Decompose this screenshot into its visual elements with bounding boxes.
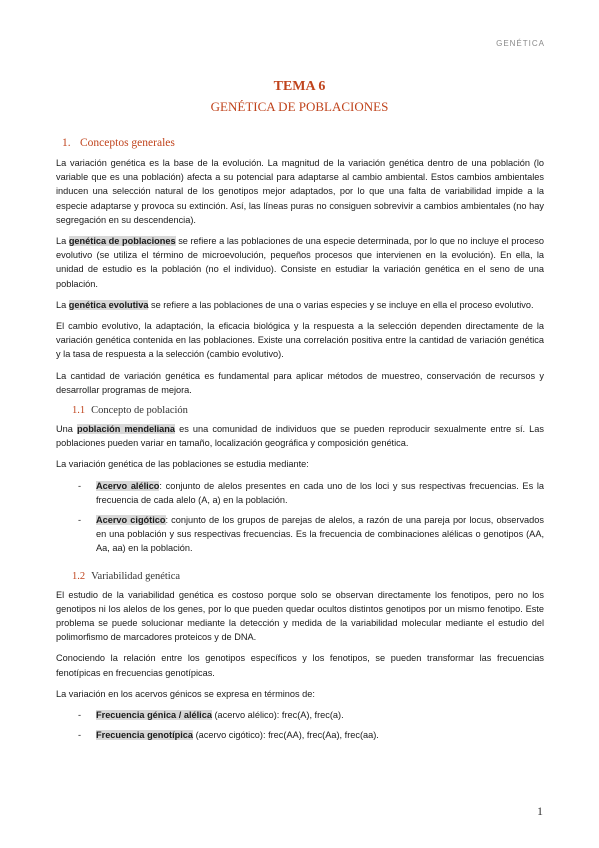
paragraph: La cantidad de variación genética es fundamental para aplicar métodos de muestreo, conservación de recursos y desarrollar programas de mejora.	[56, 370, 544, 395]
document-body	[56, 136, 544, 749]
subsection-title: Variabilidad genética	[91, 570, 181, 582]
chapter-subtitle: GENÉTICA DE POBLACIONES	[210, 99, 389, 114]
list-item: - Frecuencia génica / alélica (acervo alélico): frec(A), frec(a).	[78, 710, 344, 721]
paragraph: La genética evolutiva se refiere a las poblaciones de una o varias especies y se incluye en ella el proceso evolutivo.	[56, 299, 534, 310]
section-number: 1.	[62, 137, 71, 149]
highlighted-term: Frecuencia genotípica	[96, 730, 194, 741]
subsection-heading	[72, 404, 544, 418]
paragraph: El cambio evolutivo, la adaptación, la eficacia biológica y la respuesta a la selección dependen directamente de la variación genética contenida en las poblaciones. Existe una correlación positiva entre la cantidad de variación genética y la tasa de respuesta a la selección (cambio evolutivo).	[56, 321, 544, 360]
page-number: 1	[537, 804, 543, 818]
running-header: GENÉTICA	[496, 39, 545, 48]
bullet-list	[56, 708, 544, 742]
bullet-list	[56, 479, 544, 556]
highlighted-term: Frecuencia génica / alélica	[96, 710, 212, 721]
highlighted-term: genética de poblaciones	[68, 236, 176, 247]
paragraph: La variación genética de las poblaciones se estudia mediante:	[56, 459, 309, 470]
chapter-title: TEMA 6	[273, 79, 326, 94]
highlighted-term: Acervo alélico	[96, 480, 160, 491]
paragraph: La variación en los acervos génicos se expresa en términos de:	[56, 688, 315, 699]
paragraph: La variación genética es la base de la evolución. La magnitud de la variación genética dentro de una población (lo variable que es una población) afecta a su potencial para adaptarse al cambio ambiental. Estos cambios ambientales inducen una selección natural de los genotipos mejor adaptados, por lo que una falta de variabilidad impide a la especie adaptarse y provoca su extinción. Así, las líneas puras no consiguen sobrevivir a cambios ambientales (no hay segregación en su descendencia).	[56, 158, 544, 225]
list-item: - Acervo cigótico: conjunto de los grupos de parejas de alelos, a razón de una pareja por locus, observados en una población y sus respectivas frecuencias. Es la frecuencia de combinaciones alélicas o genotipos (AA, Aa, aa) en la población.	[78, 515, 544, 554]
subsection-number: 1.1	[72, 405, 86, 417]
highlighted-term: genética evolutiva	[68, 299, 149, 310]
list-item: - Acervo alélico: conjunto de alelos presentes en cada uno de los loci y sus respectivas frecuencias. Es la frecuencia de cada alelo (A, a) en la población.	[78, 480, 544, 505]
list-item: - Frecuencia genotípica (acervo cigótico): frec(AA), frec(Aa), frec(aa).	[78, 730, 379, 741]
subsection-title: Concepto de población	[91, 405, 188, 417]
subsection-number: 1.2	[72, 570, 86, 582]
subsection-heading	[72, 570, 544, 584]
paragraph: Una población mendeliana es una comunidad de individuos que se pueden reproducir sexualmente entre sí. Las poblaciones pueden variar en tamaño, localización geográfica y composición genética.	[56, 424, 544, 449]
title-block	[0, 80, 599, 114]
highlighted-term: Acervo cigótico	[96, 515, 166, 526]
paragraph: La genética de poblaciones se refiere a las poblaciones de una especie determinada, por lo que no incluye el proceso evolutivo (se utiliza el término de microevolución, pequeños procesos que intervienen en la evolución). En ella, la unidad de estudio es la población (no el individuo). Consiste en estudiar la variación genética en el seno de una población.	[56, 236, 544, 289]
highlighted-term: población mendeliana	[76, 424, 176, 435]
section-heading	[62, 136, 544, 150]
section-title: Conceptos generales	[80, 137, 175, 149]
paragraph: El estudio de la variabilidad genética es costoso porque solo se observan directamente los fenotipos, pero no los genotipos ni los alelos de los genes, por lo que pueden quedar ocultos distintos genotipos por un mismo fenotipo. Este problema se puede solucionar mediante la detección y medida de la variabilidad molecular mediante el estudio del polimorfismo de marcadores proteicos y de DNA.	[56, 589, 544, 643]
paragraph: Conociendo la relación entre los genotipos específicos y los fenotipos, se pueden transformar las frecuencias fenotípicas en frecuencias genotípicas.	[56, 653, 544, 678]
